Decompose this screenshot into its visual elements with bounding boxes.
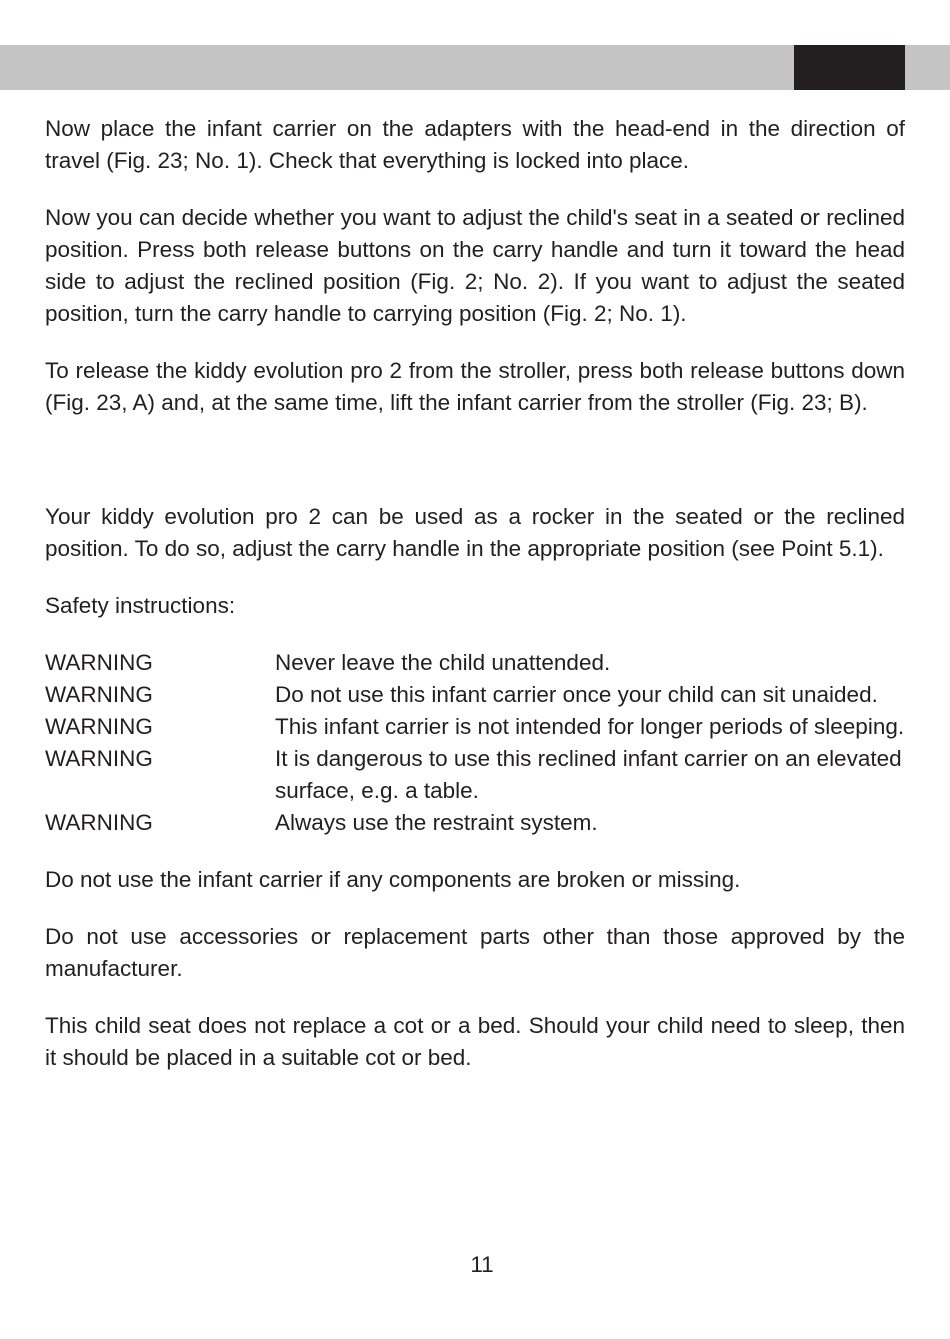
section-gap: [45, 419, 905, 501]
paragraph-cot-bed: This child seat does not replace a cot or a bed. Should your child need to sleep, then it should be placed in a suitable cot or bed.: [45, 1013, 905, 1070]
warning-row: [45, 679, 905, 711]
paragraph-accessories: Do not use accessories or replacement parts other than those approved by the manufacturer.: [45, 924, 905, 981]
warning-text: Do not use this infant carrier once your child can sit unaided.: [275, 682, 878, 707]
page-number: 11: [470, 1252, 494, 1277]
paragraph-infant-carrier-placement: Now place the infant carrier on the adapters with the head-end in the direction of travel (Fig. 23; No. 1). Check that everything is locked into place.: [45, 116, 905, 173]
paragraph-rocker-use: Your kiddy evolution pro 2 can be used as a rocker in the seated or the reclined position. To do so, adjust the carry handle in the appropriate position (see Point 5.1).: [45, 504, 905, 561]
paragraph-release-carrier: To release the kiddy evolution pro 2 from the stroller, press both release buttons down (Fig. 23, A) and, at the same time, lift the infant carrier from the stroller (Fig. 23; B).: [45, 358, 905, 415]
warning-text: Never leave the child unattended.: [275, 650, 611, 675]
warning-row: [45, 743, 905, 807]
warning-label: WARNING: [45, 810, 153, 835]
warning-text: It is dangerous to use this reclined infant carrier on an elevated surface, e.g. a table.: [275, 746, 902, 803]
warning-row: [45, 807, 905, 839]
warning-label: WARNING: [45, 650, 153, 675]
warning-text: This infant carrier is not intended for longer periods of sleeping.: [275, 714, 905, 739]
warning-label: WARNING: [45, 714, 153, 739]
warning-row: [45, 711, 905, 743]
page-content: [45, 113, 905, 1074]
warning-label: WARNING: [45, 682, 153, 707]
warnings-list: [45, 647, 905, 839]
warning-text: Always use the restraint system.: [275, 810, 598, 835]
safety-instructions-heading: Safety instructions:: [45, 593, 236, 618]
header-tab-block: [794, 45, 905, 90]
paragraph-broken-components: Do not use the infant carrier if any components are broken or missing.: [45, 867, 741, 892]
paragraph-seat-position: Now you can decide whether you want to adjust the child's seat in a seated or reclined position. Press both release buttons on the carry handle and turn it toward the head side to adjust the reclined position (Fig. 2; No. 2). If you want to adjust the seated position, turn the carry handle to carrying position (Fig. 2; No. 1).: [45, 205, 905, 326]
warning-label: WARNING: [45, 746, 153, 771]
warning-row: [45, 647, 905, 679]
